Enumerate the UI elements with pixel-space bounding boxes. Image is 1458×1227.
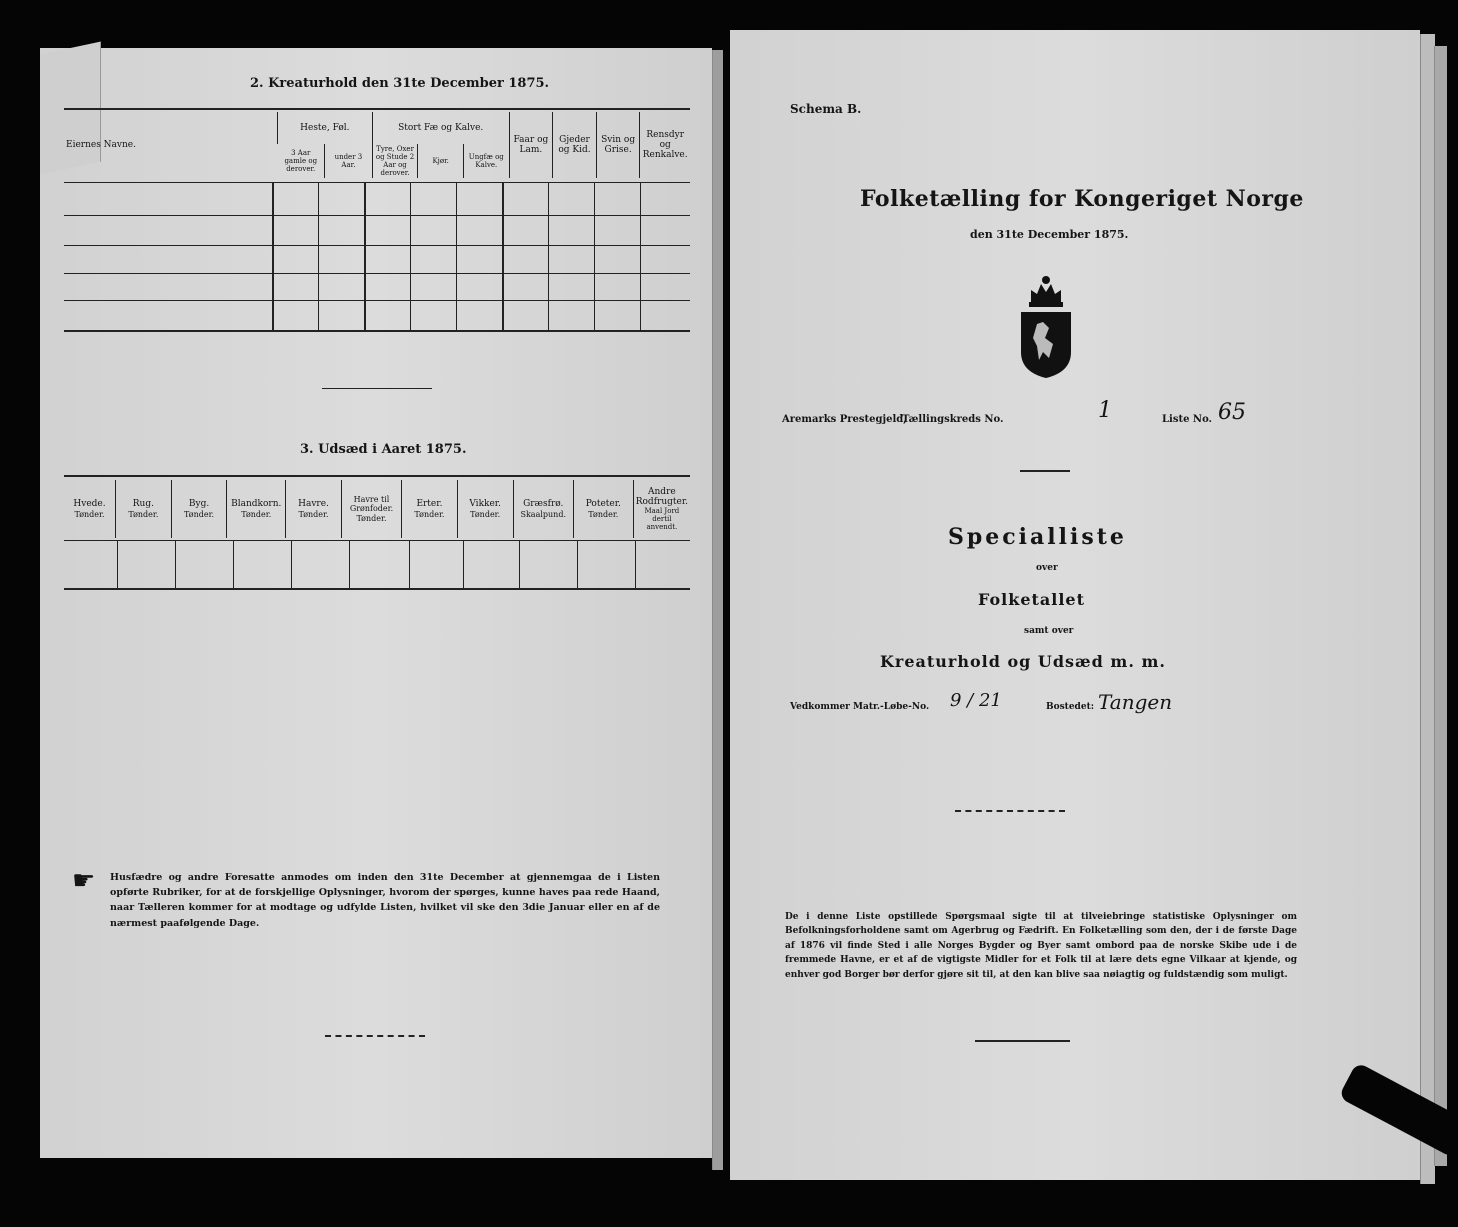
table-column-line <box>640 182 641 330</box>
col-byg: Byg. Tønder. <box>171 480 227 538</box>
document-title: Folketælling for Kongeriget Norge <box>860 186 1304 212</box>
table-column-line <box>635 540 636 588</box>
table-column-line <box>175 540 176 588</box>
table-column-line <box>502 182 504 330</box>
table-row <box>64 300 690 301</box>
table-column-line <box>548 182 549 330</box>
folketallet-text: Folketallet <box>978 590 1085 609</box>
col-rensdyr: Rensdyr og Renkalve. <box>640 112 690 178</box>
table-column-line <box>594 182 595 330</box>
bosted-value: Tangen <box>1098 690 1173 714</box>
col-vikker: Vikker. Tønder. <box>457 480 513 538</box>
section2-bottom-rule <box>64 330 690 332</box>
page-edge-stack <box>1434 46 1447 1166</box>
coat-of-arms-icon <box>1015 272 1077 380</box>
table-column-line <box>233 540 234 588</box>
col-heste-under3: under 3 Aar. <box>325 144 373 178</box>
col-kjor: Kjør. <box>418 144 464 178</box>
col-group-heste: Heste, Føl. <box>277 112 372 144</box>
schema-label: Schema B. <box>790 102 862 116</box>
table-row <box>64 273 690 274</box>
table-column-line <box>272 182 274 330</box>
col-heste-3aar: 3 Aar gamle og derover. <box>284 149 318 174</box>
liste-value: 65 <box>1218 400 1246 425</box>
table-column-line <box>291 540 292 588</box>
kreds-label: Tællingskreds No. <box>902 414 1004 425</box>
col-andre-rodfrugter: Andre Rodfrugter. Maal Jord dertil anvendt. <box>633 480 690 538</box>
col-havre-gronfoder: Havre til Grønfoder. Tønder. <box>341 480 401 538</box>
table-column-line <box>349 540 350 588</box>
col-group-stort: Stort Fæ og Kalve. <box>372 112 509 144</box>
page-edge-stack <box>1420 34 1435 1184</box>
col-blandkorn: Blandkorn. Tønder. <box>227 480 286 538</box>
kreaturhold-text: Kreaturhold og Udsæd m. m. <box>880 652 1166 671</box>
col-havre: Havre. Tønder. <box>286 480 342 538</box>
matr-value: 9 / 21 <box>950 690 1002 711</box>
table-column-line <box>463 540 464 588</box>
table-column-line <box>410 182 411 330</box>
col-ungfae: Ungfæ og Kalve. <box>463 144 509 178</box>
separator-line <box>322 388 432 389</box>
page-edge-stack <box>712 50 723 1170</box>
notice-text: Husfædre og andre Foresatte anmodes om inden den 31te December at gjennemgaa de i Listen opførte Rubriker, for at de forskjellige Oplysninger, hvorom der spørges, kunne haves paa rede Haand, naar Tælleren kommer for at modtage og udfylde Listen, hvilket vil ske den 3die Januar eller en af de nærmest paafølgende Dage. <box>110 872 660 929</box>
table-column-line <box>364 182 366 330</box>
table-row <box>64 215 690 216</box>
over-text: over <box>1036 563 1058 573</box>
samt-over-text: samt over <box>1024 626 1074 636</box>
liste-label: Liste No. <box>1162 414 1213 425</box>
section2-title: 2. Kreaturhold den 31te December 1875. <box>250 76 550 91</box>
col-rug: Rug. Tønder. <box>116 480 172 538</box>
section2-header-rule <box>64 182 690 183</box>
statistics-paragraph: De i denne Liste opstillede Spørgsmaal sigte til at tilveiebringe statistiske Oplysninger om Befolkningsforholdene samt om Agerbrug og Fædrift. En Folketælling som den, der i de første Dage af 1876 vil finde Sted i alle Norges Bygder og Byer samt ombord paa de norske Skibe ude i de fremmede Havne, er et af de vigtigste Midler for et Folk til at lære dets egne Vilkaar at kjende, og enhver god Borger bør derfor gjøre sit til, at den kan blive saa nøiagtig og fuldstændig som muligt. <box>785 912 1297 980</box>
pointing-hand-icon: ☛ <box>72 866 96 896</box>
table-column-line <box>456 182 457 330</box>
col-tyre: Tyre, Oxer og Stude 2 Aar og derover. <box>372 144 418 178</box>
section2-top-rule <box>64 108 690 110</box>
col-poteter: Poteter. Tønder. <box>573 480 633 538</box>
kreds-value: 1 <box>1098 398 1112 423</box>
specialliste-heading: Specialliste <box>948 524 1127 550</box>
col-hvede: Hvede. Tønder. <box>73 499 106 519</box>
section3-bottom-rule <box>64 588 690 590</box>
separator-line <box>1020 470 1070 472</box>
table-column-line <box>318 182 319 330</box>
section3-title: 3. Udsæd i Aaret 1875. <box>300 442 467 457</box>
table-column-line <box>117 540 118 588</box>
matr-label: Vedkommer Matr.-Løbe-No. <box>790 702 930 712</box>
section3-top-rule <box>64 475 690 477</box>
document-date: den 31te December 1875. <box>970 228 1129 241</box>
col-svin: Svin og Grise. <box>596 112 640 178</box>
col-erter: Erter. Tønder. <box>402 480 458 538</box>
table-column-line <box>519 540 520 588</box>
table-column-line <box>577 540 578 588</box>
table-row <box>64 245 690 246</box>
bosted-label: Bostedet: <box>1046 702 1095 712</box>
livestock-table-header <box>64 112 690 178</box>
col-faar: Faar og Lam. <box>509 112 553 178</box>
separator-line <box>975 1040 1070 1042</box>
section3-header-rule <box>64 540 690 541</box>
separator-line <box>325 1035 425 1037</box>
col-gjeder: Gjeder og Kid. <box>553 112 597 178</box>
col-owner-name: Eiernes Navne. <box>66 139 136 150</box>
sowing-table-header <box>64 480 690 538</box>
prestegjeld-label: Aremarks Prestegjeld, <box>782 414 907 425</box>
separator-line <box>955 810 1065 812</box>
col-graesfro: Græsfrø. Skaalpund. <box>513 480 573 538</box>
table-column-line <box>409 540 410 588</box>
